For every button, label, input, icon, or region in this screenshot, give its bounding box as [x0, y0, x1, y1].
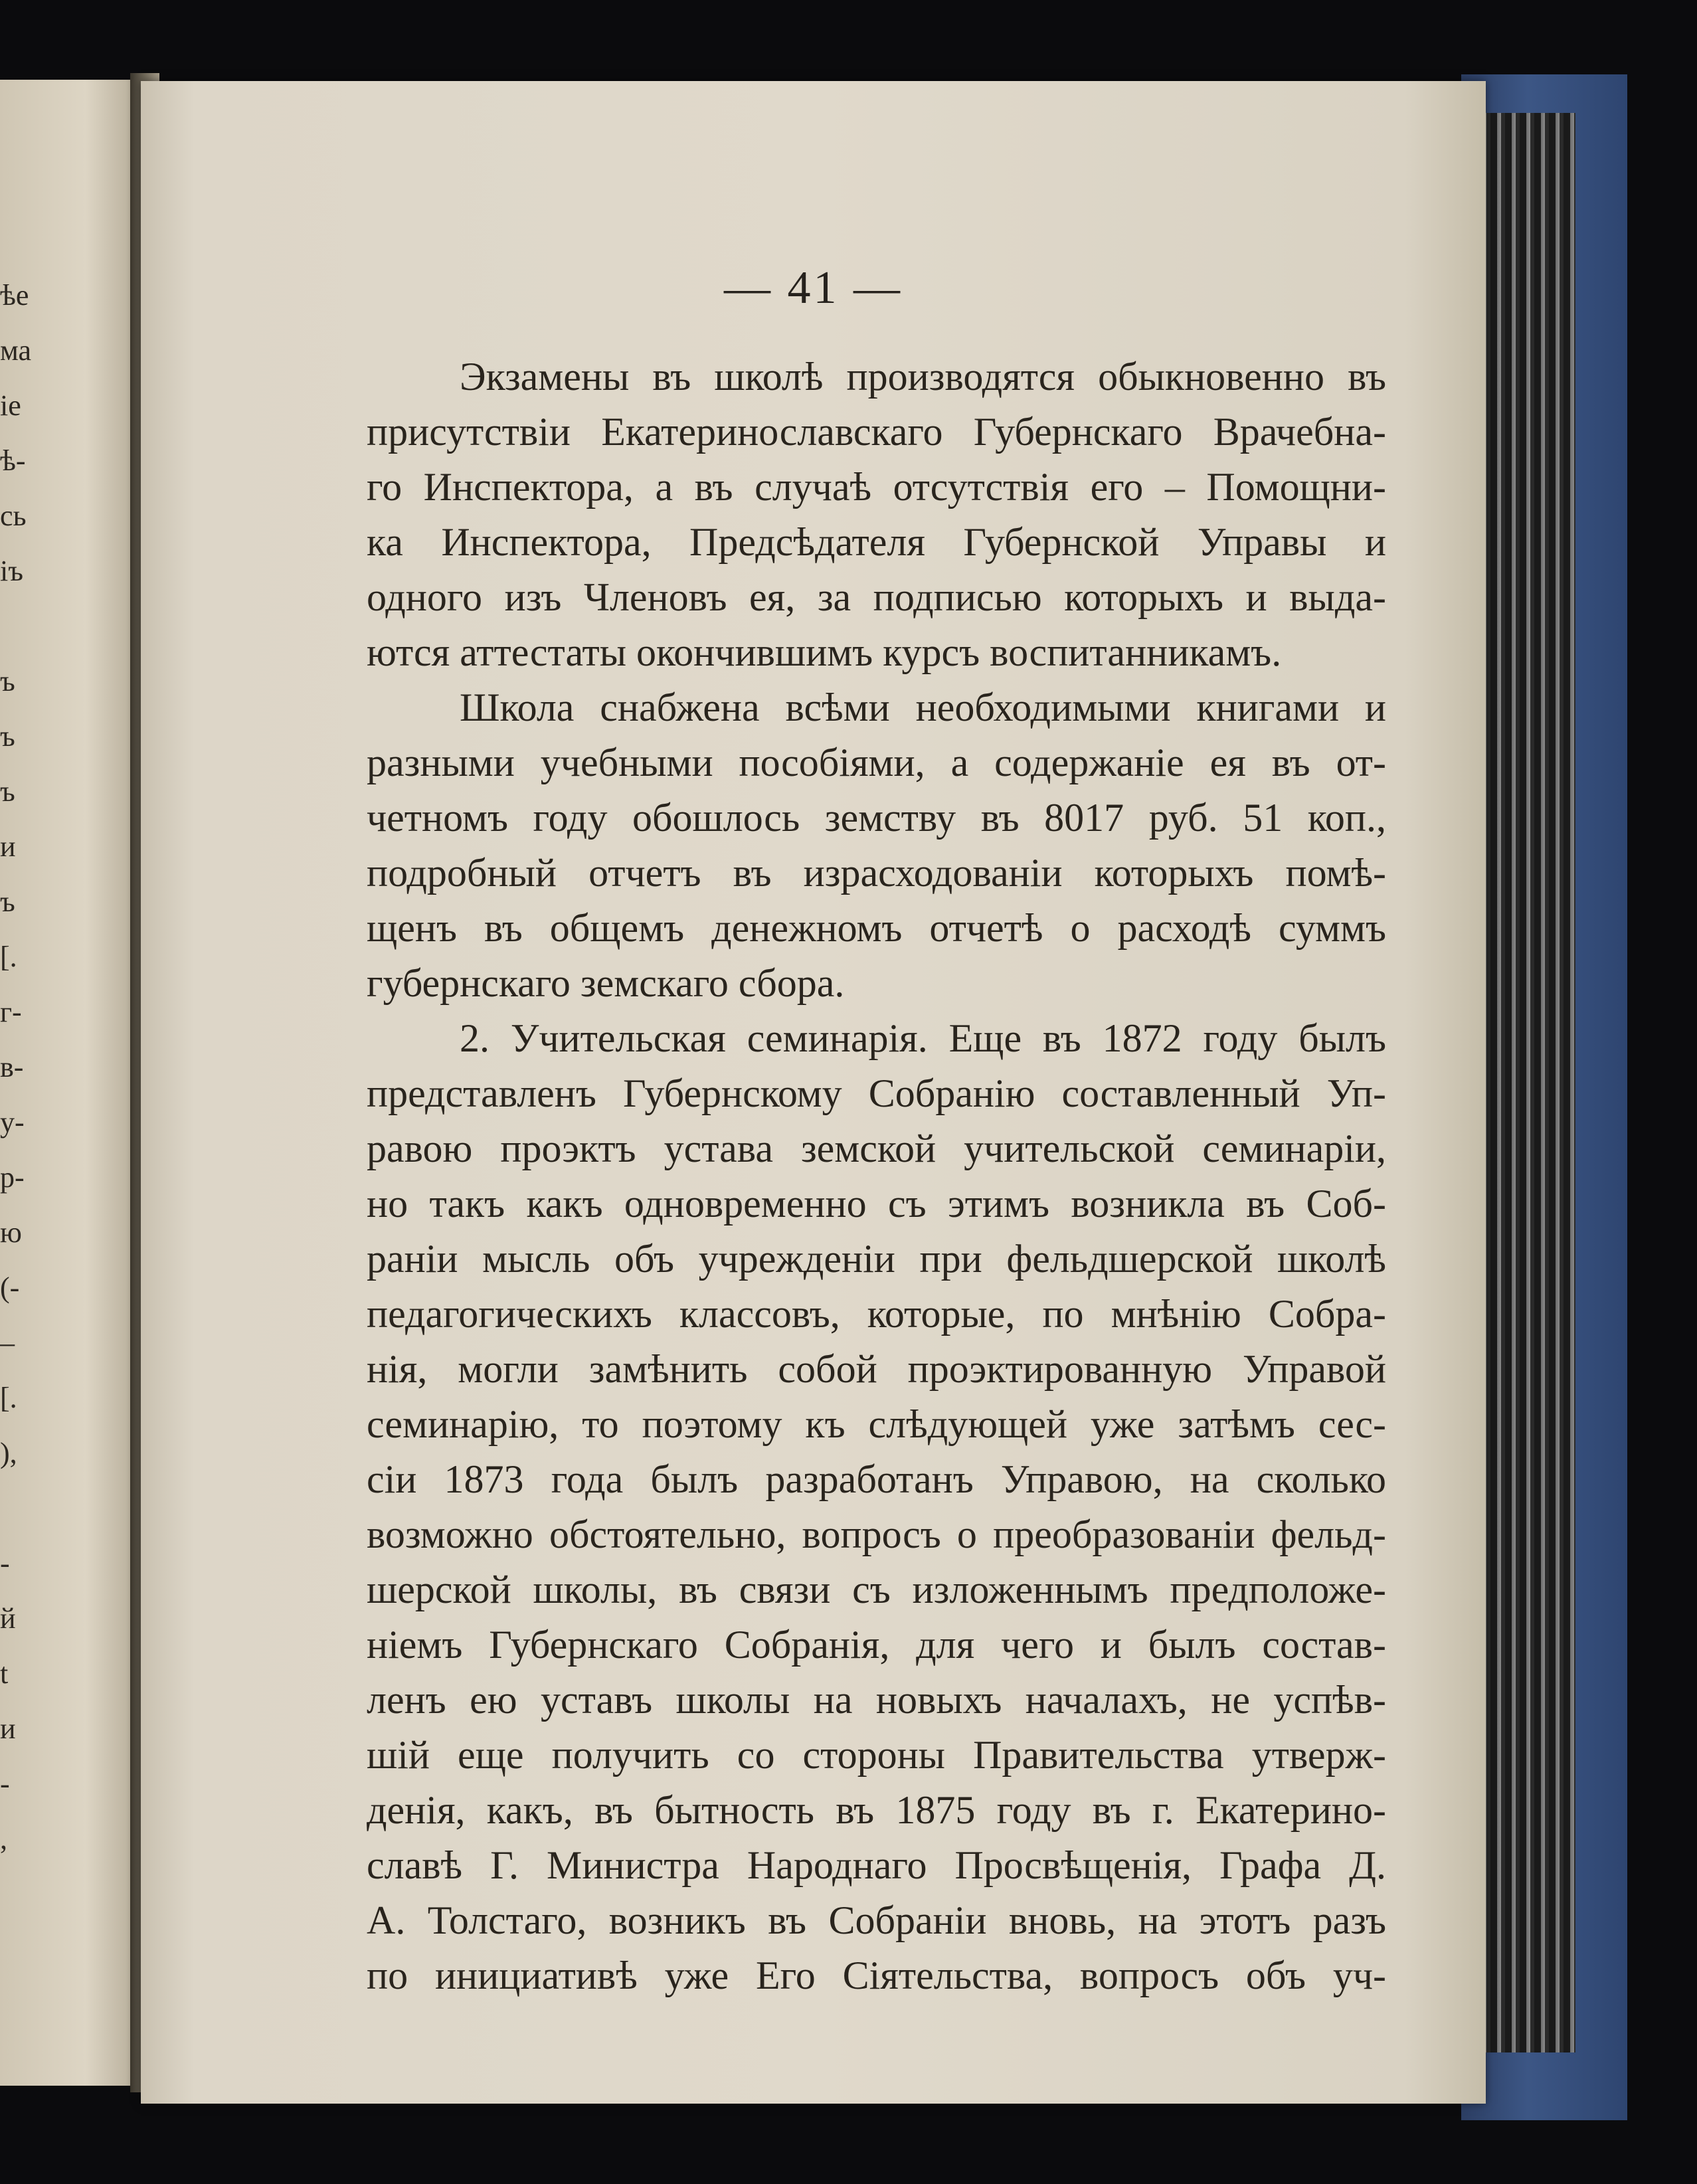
- left-page-fragment: ),: [0, 1437, 17, 1469]
- text-line: разными учебными пособіями, а содержаніе ея въ от-: [367, 741, 1386, 784]
- left-page-fragment: -: [0, 1768, 10, 1800]
- text-line: шерской школы, въ связи съ изложеннымъ предположе-: [367, 1568, 1386, 1611]
- text-line: четномъ году обошлось земству въ 8017 руб. 51 коп.,: [367, 796, 1386, 840]
- left-page-fragment: р-: [0, 1161, 25, 1194]
- text-line: по инициативѣ уже Его Сіятельства, вопросъ объ уч-: [367, 1954, 1386, 1997]
- text-line: ніемъ Губернскаго Собранія, для чего и былъ состав-: [367, 1623, 1386, 1667]
- page-text: [367, 349, 1386, 2003]
- left-page-fragment: г-: [0, 996, 22, 1028]
- left-page-fragment: у-: [0, 1106, 25, 1138]
- text-line: щенъ въ общемъ денежномъ отчетѣ о расходѣ суммъ: [367, 906, 1386, 950]
- text-line: ются аттестаты окончившимъ курсъ воспитанникамъ.: [367, 630, 1282, 674]
- left-page-fragment: (-: [0, 1271, 20, 1304]
- text-line: шій еще получить со стороны Правительства утверж-: [367, 1733, 1386, 1777]
- left-page-fragment: ,: [0, 1823, 7, 1855]
- text-line: 2. Учительская семинарія. Еще въ 1872 году былъ: [460, 1016, 1386, 1060]
- left-page-fragment: ѣе: [0, 279, 29, 312]
- left-page-fragment: –: [0, 1326, 15, 1359]
- previous-page: [0, 80, 143, 2086]
- text-line: семинарію, то поэтому къ слѣдующей уже затѣмъ сес-: [367, 1402, 1386, 1446]
- left-page-fragment: [.: [0, 1382, 17, 1414]
- left-page-fragment: ѣ-: [0, 444, 26, 477]
- left-page-fragment: ъ: [0, 885, 15, 918]
- left-page-fragment: в-: [0, 1051, 24, 1083]
- left-page-fragment: ъ: [0, 665, 15, 697]
- text-line: ленъ ею уставъ школы на новыхъ началахъ, не успѣв-: [367, 1678, 1386, 1722]
- left-page-fragment: и: [0, 830, 16, 863]
- left-page-fragment: ъ: [0, 720, 15, 753]
- left-page-fragment: ма: [0, 334, 32, 367]
- left-page-fragment: t: [0, 1657, 9, 1690]
- text-line: губернскаго земскаго сбора.: [367, 961, 845, 1005]
- text-line: славѣ Г. Министра Народнаго Просвѣщенія, Графа Д.: [367, 1843, 1386, 1887]
- left-page-fragment: іе: [0, 389, 21, 422]
- text-line: присутствіи Екатеринославскаго Губернскаго Врачебна-: [367, 410, 1386, 454]
- text-line: нія, могли замѣнить собой проэктированную Управой: [367, 1347, 1386, 1391]
- left-page-fragment: сь: [0, 500, 27, 532]
- page-number: — 41 —: [724, 262, 903, 314]
- left-page-fragment: ъ: [0, 775, 15, 808]
- text-line: сіи 1873 года былъ разработанъ Управою, на сколько: [367, 1457, 1386, 1501]
- text-line: представленъ Губернскому Собранію составленный Уп-: [367, 1071, 1386, 1115]
- left-page-fragment: й: [0, 1602, 16, 1635]
- left-page-fragment: и: [0, 1712, 16, 1745]
- text-line: подробный отчетъ въ израсходованіи которыхъ помѣ-: [367, 851, 1386, 895]
- text-line: возможно обстоятельно, вопросъ о преобразованіи фельд-: [367, 1512, 1386, 1556]
- text-line: одного изъ Членовъ ея, за подписью которыхъ и выда-: [367, 575, 1386, 619]
- text-line: Экзамены въ школѣ производятся обыкновенно въ: [460, 355, 1386, 399]
- left-page-fragment: іъ: [0, 555, 23, 587]
- left-page-fragment: ю: [0, 1216, 22, 1249]
- text-line: равою проэктъ устава земской учительской семинаріи,: [367, 1127, 1386, 1170]
- left-page-fragment: -: [0, 1547, 10, 1580]
- text-line: раніи мысль объ учрежденіи при фельдшерской школѣ: [367, 1237, 1386, 1281]
- left-page-fragment: [.: [0, 941, 17, 973]
- text-line: педагогическихъ классовъ, которые, по мнѣнію Собра-: [367, 1292, 1386, 1336]
- text-line: го Инспектора, а въ случаѣ отсутствія его – Помощни-: [367, 465, 1386, 509]
- text-line: но такъ какъ одновременно съ этимъ возникла въ Соб-: [367, 1182, 1386, 1226]
- current-page: [141, 81, 1486, 2104]
- text-line: Школа снабжена всѣми необходимыми книгами и: [460, 685, 1386, 729]
- text-line: ка Инспектора, Предсѣдателя Губернской Управы и: [367, 520, 1386, 564]
- text-line: А. Толстаго, возникъ въ Собраніи вновь, на этотъ разъ: [367, 1898, 1386, 1942]
- page-block-edges: [1476, 113, 1575, 2052]
- text-line: денія, какъ, въ бытность въ 1875 году въ г. Екатерино-: [367, 1788, 1386, 1832]
